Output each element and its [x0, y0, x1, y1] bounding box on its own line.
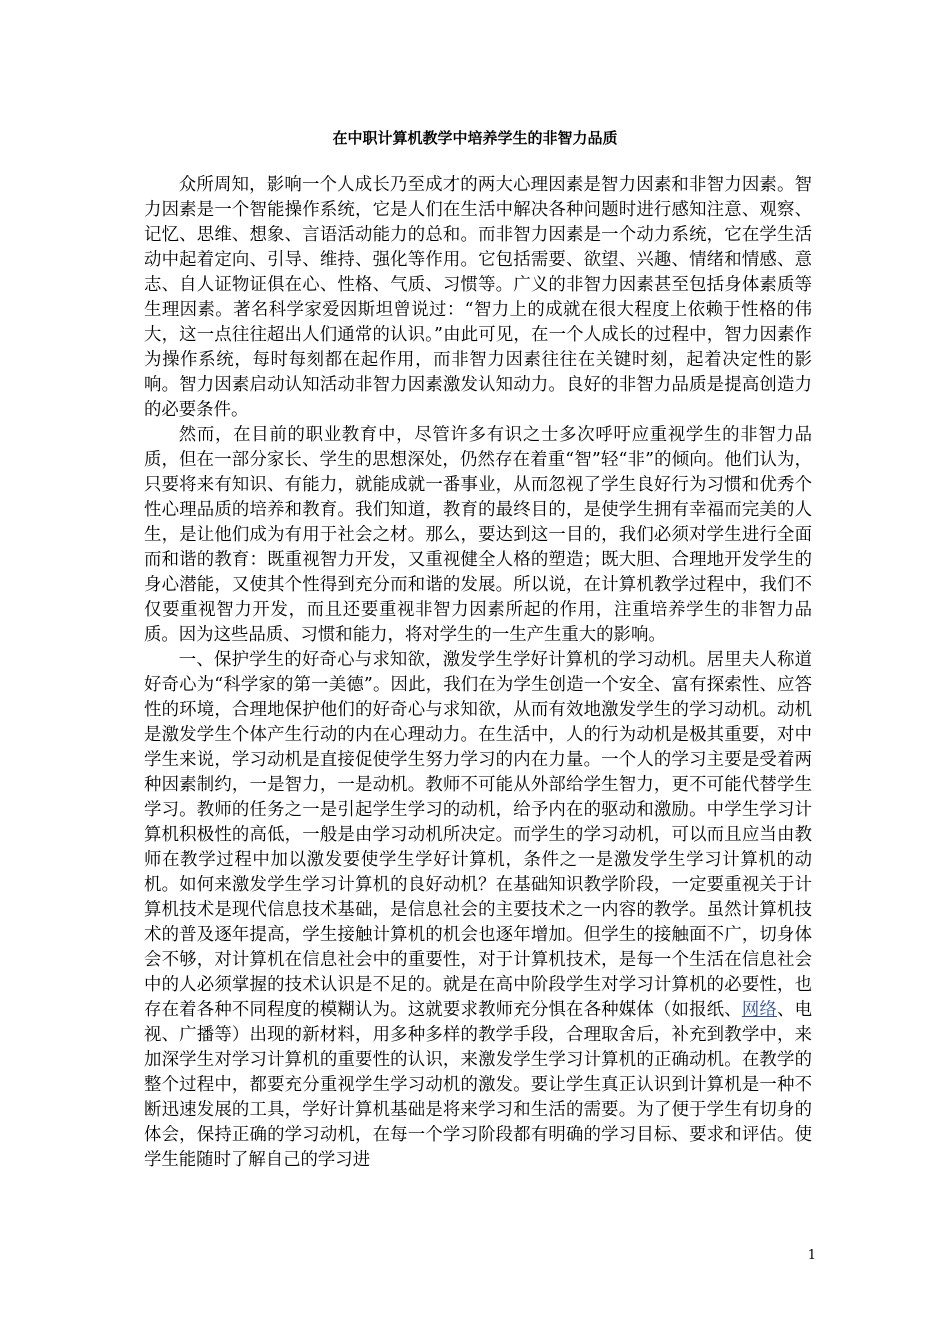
paragraph-1: 众所周知，影响一个人成长乃至成才的两大心理因素是智力因素和非智力因素。智力因素是一个智能操作系统，它是人们在生活中解决各种问题时进行感知注意、观察、记忆、思维、想象、言语活动能力的总和。而非智力因素是一个动力系统，它在学生活动中起着定向、引导、维持、强化等作用。它包括需要、欲望、兴趣、情绪和情感、意志、自人证物证俱在心、性格、气质、习惯等。广义的非智力因素甚至包括身体素质等生理因素。著名科学家爱因斯坦曾说过：“智力上的成就在很大程度上依赖于性格的伟大，这一点往往超出人们通常的认识。”由此可见，在一个人成长的过程中，智力因素作为操作系统，每时每刻都在起作用，而非智力因素往往在关键时刻，起着决定性的影响。智力因素启动认知活动非智力因素激发认知动力。良好的非智力品质是提高创造力的必要条件。 [144, 175, 812, 420]
paragraph-3-text-before-link: 一、保护学生的好奇心与求知欲，激发学生学好计算机的学习动机。居里夫人称道好奇心为“科学家的第一美德”。因此，我们在为学生创造一个安全、富有探索性、应答性的环境，合理地保护他们的好奇心与求知欲，从而有效地激发学生的学习动机。动机是激发学生个体产生行动的内在心理动力。在生活中，人的行为动机是极其重要，对中学生来说，学习动机是直接促使学生努力学习的内在力量。一个人的学习主要是受着两种因素制约，一是智力，一是动机。教师不可能从外部给学生智力，更不可能代替学生学习。教师的任务之一是引起学生学习的动机，给予内在的驱动和激励。中学生学习计算机积极性的高低，一般是由学习动机所决定。而学生的学习动机，可以而且应当由教师在教学过程中加以激发要使学生学好计算机，条件之一是激发学生学习计算机的动机。如何来激发学生学习计算机的良好动机？在基础知识教学阶段，一定要重视关于计算机技术是现代信息技术基础，是信息社会的主要技术之一内容的教学。虽然计算机技术的普及逐年提高，学生接触计算机的机会也逐年增加。但学生的接触面不广，切身体会不够，对计算机在信息社会中的重要性，对于计算机技术，是每一个生活在信息社会中的人必须掌握的技术认识是不足的。就是在高中阶段学生对学习计算机的必要性，也存在着各种不同程度的模糊认为。这就要求教师充分惧在各种媒体（如报纸、 [144, 650, 812, 1020]
paragraph-3-text-after-link: 、电视、广播等）出现的新材料，用多种多样的教学手段，合理取舍后，补充到教学中，来加深学生对学习计算机的重要性的认识，来激发学生学习计算机的正确动机。在教学的整个过程中，都要充分重视学生学习动机的激发。要让学生真正认识到计算机是一种不断迅速发展的工具，学好计算机基础是将来学习和生活的需要。为了便于学生有切身的体会，保持正确的学习动机，在每一个学习阶段都有明确的学习目标、要求和评估。使学生能随时了解自己的学习进 [144, 1000, 812, 1170]
paragraph-3 [144, 648, 812, 1173]
document-title: 在中职计算机教学中培养学生的非智力品质 [332, 129, 618, 147]
paragraph-2: 然而，在目前的职业教育中，尽管许多有识之士多次呼吁应重视学生的非智力品质，但在一部分家长、学生的思想深处，仍然存在着重“智”轻“非”的倾向。他们认为，只要将来有知识、有能力，就能成就一番事业，从而忽视了学生良好行为习惯和优秀个性心理品质的培养和教育。我们知道，教育的最终目的，是使学生拥有幸福而完美的人生，是让他们成为有用于社会之材。那么，要达到这一目的，我们必须对学生进行全面而和谐的教育：既重视智力开发，又重视健全人格的塑造；既大胆、合理地开发学生的身心潜能，又使其个性得到充分而和谐的发展。所以说，在计算机教学过程中，我们不仅要重视智力开发，而且还要重视非智力因素所起的作用，注重培养学生的非智力品质。因为这些品质、习惯和能力，将对学生的一生产生重大的影响。 [144, 425, 812, 645]
network-link[interactable]: 网络 [741, 1000, 777, 1020]
page-number: 1 [807, 1248, 816, 1263]
document-body [144, 173, 812, 1173]
